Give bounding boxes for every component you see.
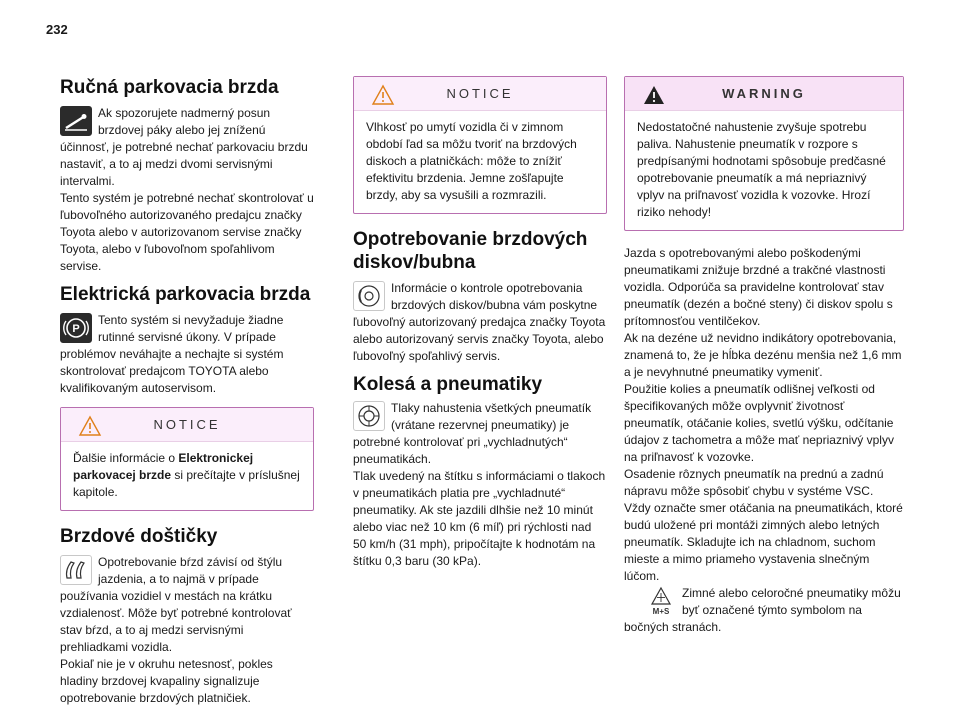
warning-box-pressure: [624, 76, 904, 231]
warning-body: Nedostatočné nahustenie zvyšuje spotrebu paliva. Nahustenie pneumatík v rozpore s predpísanými hodnotami spôsobuje predčasné opotrebovanie pneumatík a má nepriaznivý vplyv na priľnavosť vozidla k vozovke. Hrozí riziko nehody!: [637, 120, 886, 219]
section-handbrake-body: [60, 105, 314, 275]
handbrake-text-1: Ak spozorujete nadmerný posun brzdovej páky alebo jej zníženú účinnosť, je potrebné nechať parkovaciu brzdu nastaviť, a to aj medzi dvomi servisnými intervalmi.: [60, 106, 308, 188]
svg-text:M+S: M+S: [652, 607, 670, 616]
warning-header: [625, 77, 903, 111]
column-right: [624, 76, 904, 636]
notice-box-moisture: [353, 76, 607, 214]
notice-text-pre: Ďalšie informácie o: [73, 451, 179, 465]
tyre-care-text-4: Osadenie rôznych pneumatík na prednú a zadnú nápravu môže spôsobiť chybu v systéme VSC.: [624, 467, 884, 498]
tyre-icon: [353, 401, 385, 431]
notice-text-bold: Elektronickej parkovacej brzde: [73, 451, 254, 482]
caution-triangle-icon: [372, 85, 394, 105]
notice-body: Vlhkosť po umytí vozidla či v zimnom období ľad sa môžu tvoriť na brzdových diskoch a platničkách: môže to znížiť efektivitu brzdenia. Jemne zošľapujte brzdy, aby sa vysušili a rozmrazili.: [366, 120, 577, 202]
tyres-text-1: Tlaky nahustenia všetkých pneumatík (vrátane rezervnej pneumatiky) je potrebné kontrolovať pri „vychladnutých“ pneumatikách.: [353, 401, 592, 466]
section-title-handbrake: Ručná parkovacia brzda: [60, 77, 279, 98]
section-title-epb: Elektrická parkovacia brzda: [60, 284, 311, 305]
notice-header: [61, 408, 313, 442]
handbrake-text-2: Tento systém je potrebné nechať skontrolovať u ľubovoľného autorizovaného predajcu značky Toyota alebo v autorizovanom servise značky Toyota, alebo v ľubovoľnom spoľahlivom servise.: [60, 191, 314, 273]
tyre-care-text-2: Ak na dezéne už nevidno indikátory opotrebovania, znamená to, že je hĺbka dezénu menšia než 1,6 mm a je nevyhnutné pneumatiky vymeniť.: [624, 331, 902, 379]
tyre-care-text-5: Vždy označte smer otáčania na pneumatikách, ktoré budú uložené pri montáži zimných alebo letných pneumatík. Skladujte ich na chladnom, suchom mieste a mimo priameho vystavenia slnečným lúčom.: [624, 501, 903, 583]
section-title-pads: Brzdové doštičky: [60, 526, 218, 547]
pads-text-2: Pokiaľ nie je v okruhu netesnosť, pokles hladiny brzdovej kvapaliny signalizuje opotrebovanie brzdových platničiek.: [60, 657, 273, 705]
section-tyres-body: [353, 400, 607, 570]
tyre-care-body: [624, 245, 904, 585]
section-title-discs: Opotrebovanie brzdových diskov/bubna: [353, 229, 588, 273]
section-discs-body: [353, 280, 607, 365]
brake-pads-icon: [60, 555, 92, 585]
ms-symbol-text: Zimné alebo celoročné pneumatiky môžu byť označené týmto symbolom na bočných stranách.: [624, 586, 901, 634]
section-epb-body: [60, 312, 314, 397]
epb-text: Tento systém si nevyžaduje žiadne rutinné servisné úkony. V prípade problémov neváhajte a nechajte si systém skontrolovať predajcom TOYOTA alebo kvalifikovaným autoservisom.: [60, 313, 284, 395]
mud-snow-symbol-icon: [646, 586, 676, 616]
tyre-care-text-1: Jazda s opotrebovanými alebo poškodenými pneumatikami znižuje brzdné a trakčné vlastnosti vozidla. Odporúča sa pravidelne kontrolovať stav pneumatík (dezén a bočné steny) či diskov spolu s prítomnosťou ventilčekov.: [624, 246, 893, 328]
column-left: [60, 76, 314, 707]
page-number: 232: [46, 22, 68, 37]
section-title-tyres: Kolesá a pneumatiky: [353, 374, 543, 395]
notice-body: [61, 442, 313, 510]
ms-symbol-body: [624, 585, 904, 636]
tyre-care-text-3: Použitie kolies a pneumatík odlišnej veľkosti od špecifikovaných môže ovplyvniť životnosť pneumatík, otáčanie kolies, svetlú výšku, odčítanie údajov z tachometra a môže mať nepriaznivý vplyv na priľnavosť k vozovke.: [624, 382, 894, 464]
notice-title: NOTICE: [153, 417, 221, 432]
section-pads-body: [60, 554, 314, 707]
column-middle: [353, 76, 607, 570]
warning-triangle-icon: [643, 85, 665, 105]
notice-text-post: si prečítajte v príslušnej kapitole.: [73, 468, 300, 499]
brake-disc-icon: [353, 281, 385, 311]
discs-text: Informácie o kontrole opotrebovania brzdových diskov/bubna vám poskytne ľubovoľný autorizovaný predajca značky Toyota alebo autorizovaný servis značky Toyota, alebo ľubovoľný spoľahlivý servis.: [353, 281, 606, 363]
handbrake-lever-icon: [60, 106, 92, 136]
caution-triangle-icon: [79, 416, 101, 436]
notice-box-epb: [60, 407, 314, 511]
svg-text:P: P: [72, 323, 80, 335]
notice-title: NOTICE: [446, 86, 514, 101]
tyres-text-2: Tlak uvedený na štítku s informáciami o tlakoch v pneumatikách platia pre „vychladnuté“ pneumatiky. Ak ste jazdili dlhšie než 10 minút alebo viac než 10 km (6 míľ) pri rýchlosti nad 50 km/h (31 mph), pripočítajte k hodnotám na štítku 0,3 baru (30 kPa).: [353, 469, 606, 568]
notice-header: [354, 77, 606, 111]
parking-brake-p-icon: [60, 313, 92, 343]
warning-title: WARNING: [722, 86, 806, 101]
pads-text-1: Opotrebovanie bŕzd závisí od štýlu jazdenia, a to najmä v prípade používania vozidiel v mestách na krátku vzdialenosť. Môže byť potrebné kontrolovať stav bŕzd, a to aj medzi servisnými prehliadkami vozidla.: [60, 555, 292, 654]
